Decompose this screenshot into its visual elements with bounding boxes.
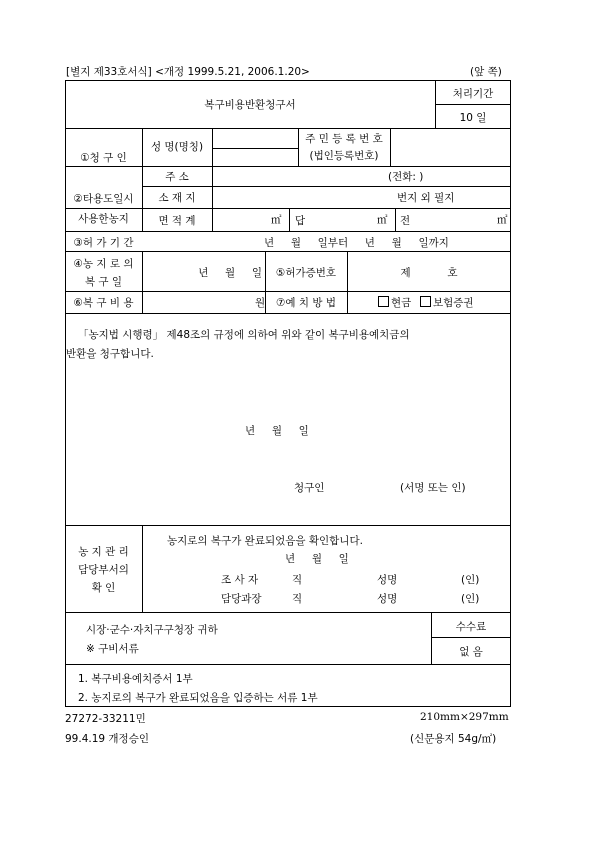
resident-number-field[interactable] [390,132,511,162]
permit-period-label: ③허 가 기 간 [73,237,134,249]
manager-role: 담당과장 [221,593,262,605]
field-label: 전 [400,215,411,227]
restoration-date-label: ④농 지 로 의 [73,258,134,270]
paper-type: (신문용지 54g/㎡) [410,733,497,745]
claimant-section-label: ①청 구 인 [80,152,127,164]
statement-line-1: 「농지법 시행령」 제48조의 규정에 의하여 위와 같이 복구비용예치금의 [78,329,410,341]
manager-position: 직 [292,593,303,605]
inspector-position: 직 [292,574,303,586]
land-section-label: ②타용도일시 [73,193,134,205]
inspector-name-label: 성명 [377,574,398,586]
resident-number-label: 주 민 등 록 번 호 [305,133,383,145]
location-suffix: 번지 외 필지 [397,192,455,204]
field-area-unit: ㎡ [497,214,508,226]
deposit-cash-option[interactable]: 현금 [378,295,411,310]
required-doc-1: 1. 복구비용예치증서 1부 [78,673,193,685]
corporate-number-label: (법인등록번호) [309,150,379,162]
deposit-insurance-option[interactable]: 보험증권 [420,295,474,310]
paddy-label: 답 [295,215,306,227]
confirmation-label-3: 확 인 [91,582,116,594]
processing-period-label: 처리기간 [452,88,494,100]
total-area-unit: ㎡ [271,214,282,226]
deposit-method-label: ⑦예 치 방 법 [276,297,336,309]
signature-note: (서명 또는 인) [400,482,466,494]
insurance-checkbox[interactable] [420,296,431,307]
permit-number-label: ⑤허가증번호 [275,267,337,279]
claimant-name-label: 성 명(명칭) [150,141,204,153]
paper-size: 210mm×297mm [420,711,509,723]
claimant-signature-label: 청구인 [294,482,325,494]
form-title: 복구비용반환청구서 [204,99,296,111]
processing-period-value: 10 일 [459,112,487,124]
inspector-seal[interactable]: (인) [461,574,480,586]
form-reference: [별지 제33호서식] <개정 1999.5.21, 2006.1.20> [66,66,310,78]
paddy-area-unit: ㎡ [377,214,388,226]
claim-date[interactable]: 년 월 일 [245,425,309,437]
permit-period-value[interactable]: 년 월 일부터 년 월 일까지 [264,237,449,249]
claimant-address-label: 주 소 [165,171,189,183]
cost-unit: 원 [255,297,266,309]
restoration-cost-label: ⑥복 구 비 용 [73,297,134,309]
restoration-date-label-2: 복 구 일 [84,276,123,288]
fee-label: 수수료 [455,621,487,633]
statement-line-2: 반환을 청구합니다. [66,348,154,360]
cash-checkbox[interactable] [378,296,389,307]
location-label: 소 재 지 [158,192,196,204]
permit-number-value[interactable]: 제 호 [400,267,458,279]
fee-value: 없 음 [459,646,483,658]
inspector-role: 조 사 자 [221,574,259,586]
claimant-name-field[interactable] [212,132,298,147]
page-side-label: (앞 쪽) [470,66,502,78]
required-doc-2: 2. 농지로의 복구가 완료되었음을 입증하는 서류 1부 [78,692,318,704]
approval-note: 99.4.19 개정승인 [65,733,149,745]
addressee: 시장·군수·자치구구청장 귀하 [86,624,218,636]
manager-seal[interactable]: (인) [461,593,480,605]
restoration-date-value[interactable]: 년 월 일 [198,267,262,279]
confirmation-label-2: 담당부서의 [78,564,129,576]
manager-name-label: 성명 [377,593,398,605]
claimant-phone[interactable]: (전화: ) [388,171,424,183]
total-area-label: 면 적 계 [158,215,196,227]
confirmation-date[interactable]: 년 월 일 [285,553,349,565]
required-docs-heading: ※ 구비서류 [86,643,139,655]
confirmation-text: 농지로의 복구가 완료되었음을 확인합니다. [167,535,363,547]
confirmation-label-1: 농 지 관 리 [78,546,129,558]
land-section-label-2: 사용한농지 [78,213,129,225]
form-code: 27272-33211민 [65,713,146,725]
